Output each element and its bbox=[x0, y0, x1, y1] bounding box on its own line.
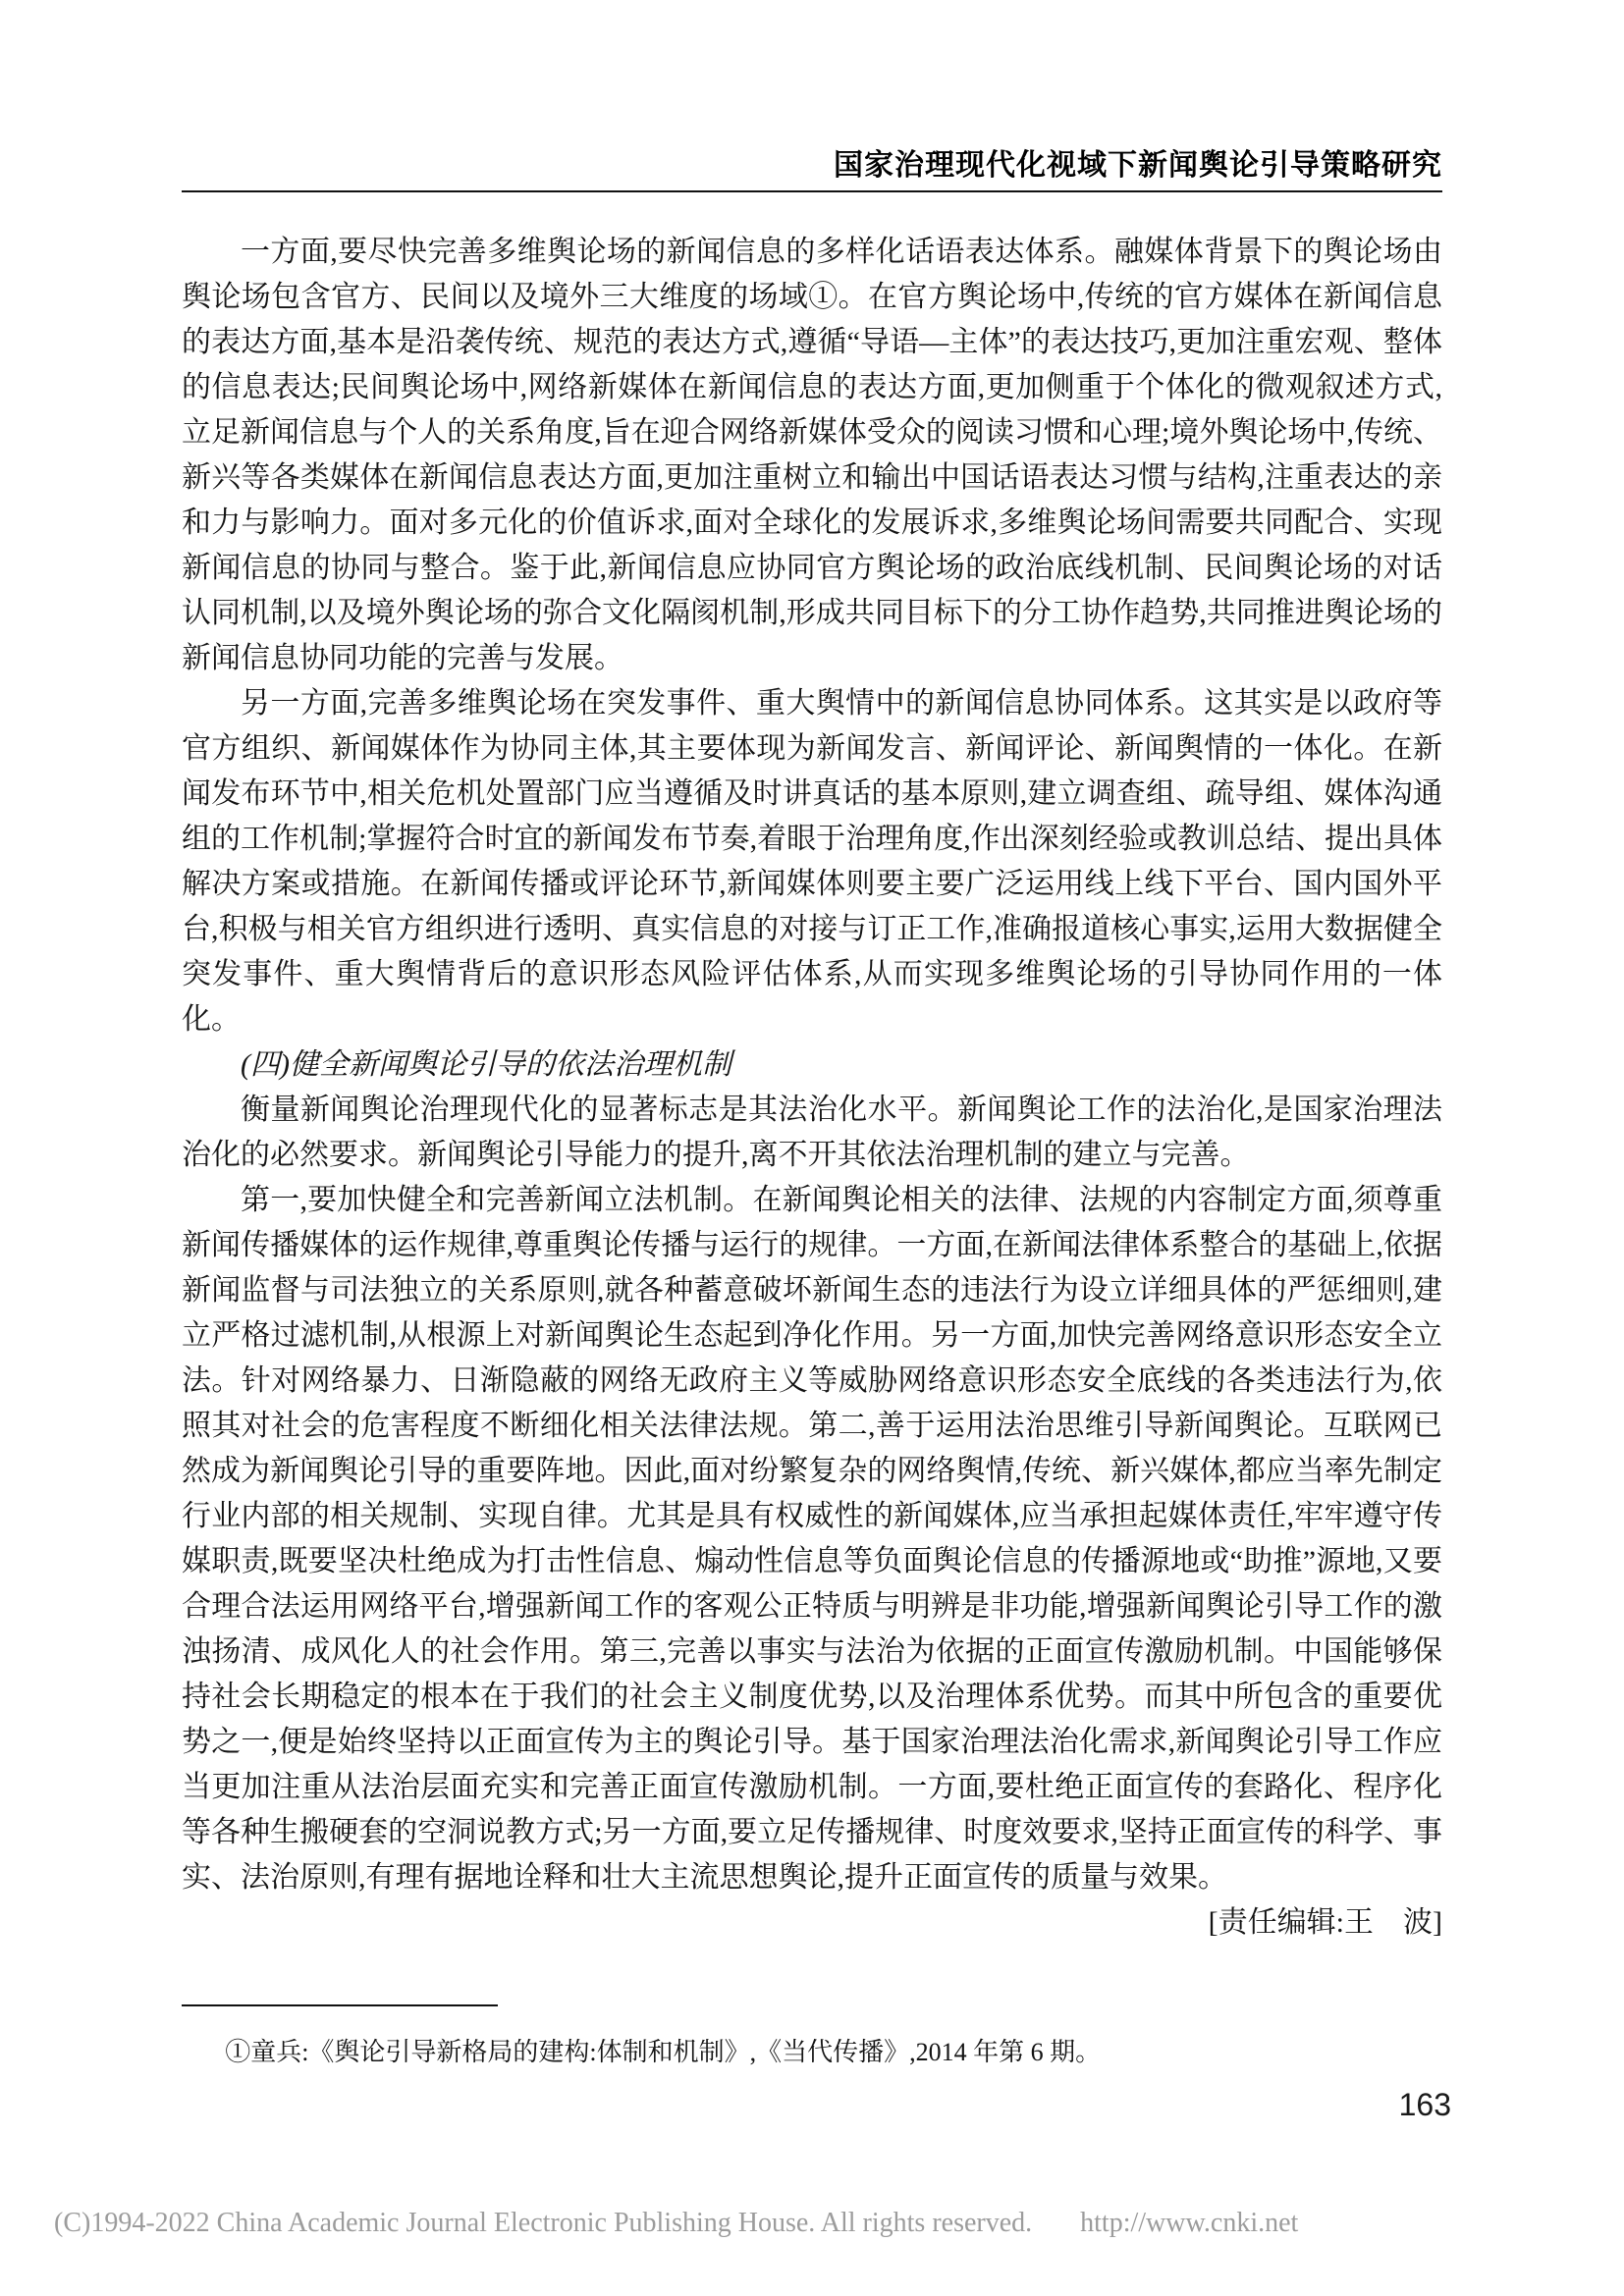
running-title: 国家治理现代化视域下新闻舆论引导策略研究 bbox=[182, 149, 1442, 192]
paragraph-3: 衡量新闻舆论治理现代化的显著标志是其法治化水平。新闻舆论工作的法治化,是国家治理法治化的必然要求。新闻舆论引导能力的提升,离不开其依法治理机制的建立与完善。 bbox=[182, 1094, 1442, 1171]
paragraph-1: 一方面,要尽快完善多维舆论场的新闻信息的多样化话语表达体系。融媒体背景下的舆论场由舆论场包含官方、民间以及境外三大维度的场域①。在官方舆论场中,传统的官方媒体在新闻信息的表达方面,基本是沿袭传统、规范的表达方式,遵循“导语—主体”的表达技巧,更加注重宏观、整体的信息表达;民间舆论场中,网络新媒体在新闻信息的表达方面,更加侧重于个体化的微观叙述方式,立足新闻信息与个人的关系角度,旨在迎合网络新媒体受众的阅读习惯和心理;境外舆论场中,传统、新兴等各类媒体在新闻信息表达方面,更加注重树立和输出中国话语表达习惯与结构,注重表达的亲和力与影响力。面对多元化的价值诉求,面对全球化的发展诉求,多维舆论场间需要共同配合、实现新闻信息的协同与整合。鉴于此,新闻信息应协同官方舆论场的政治底线机制、民间舆论场的对话认同机制,以及境外舆论场的弥合文化隔阂机制,形成共同目标下的分工协作趋势,共同推进舆论场的新闻信息协同功能的完善与发展。 bbox=[182, 236, 1442, 674]
paragraph-4: 第一,要加快健全和完善新闻立法机制。在新闻舆论相关的法律、法规的内容制定方面,须尊重新闻传播媒体的运作规律,尊重舆论传播与运行的规律。一方面,在新闻法律体系整合的基础上,依据新闻监督与司法独立的关系原则,就各种蓄意破坏新闻生态的违法行为设立详细具体的严惩细则,建立严格过滤机制,从根源上对新闻舆论生态起到净化作用。另一方面,加快完善网络意识形态安全立法。针对网络暴力、日渐隐蔽的网络无政府主义等威胁网络意识形态安全底线的各类违法行为,依照其对社会的危害程度不断细化相关法律法规。第二,善于运用法治思维引导新闻舆论。互联网已然成为新闻舆论引导的重要阵地。因此,面对纷繁复杂的网络舆情,传统、新兴媒体,都应当率先制定行业内部的相关规制、实现自律。尤其是具有权威性的新闻媒体,应当承担起媒体责任,牢牢遵守传媒职责,既要坚决杜绝成为打击性信息、煽动性信息等负面舆论信息的传播源地或“助推”源地,又要合理合法运用网络平台,增强新闻工作的客观公正特质与明辨是非功能,增强新闻舆论引导工作的激浊扬清、成风化人的社会作用。第三,完善以事实与法治为依据的正面宣传激励机制。中国能够保持社会长期稳定的根本在于我们的社会主义制度优势,以及治理体系优势。而其中所包含的重要优势之一,便是始终坚持以正面宣传为主的舆论引导。基于国家治理法治化需求,新闻舆论引导工作应当更加注重从法治层面充实和完善正面宣传激励机制。一方面,要杜绝正面宣传的套路化、程序化等各种生搬硬套的空洞说教方式;另一方面,要立足传播规律、时度效要求,坚持正面宣传的科学、事实、法治原则,有理有据地诠释和壮大主流思想舆论,提升正面宣传的质量与效果。 bbox=[182, 1184, 1442, 1894]
editor-credit: [责任编辑:王 波] bbox=[1208, 1906, 1442, 1939]
section-heading: (四)健全新闻舆论引导的依法治理机制 bbox=[241, 1048, 731, 1081]
cnki-url: http://www.cnki.net bbox=[1080, 2208, 1299, 2238]
footnote-citation: ①童兵:《舆论引导新格局的建构:体制和机制》,《当代传播》,2014 年第 6 期。 bbox=[225, 2038, 1102, 2066]
article-body bbox=[182, 230, 1442, 1946]
paragraph-2: 另一方面,完善多维舆论场在突发事件、重大舆情中的新闻信息协同体系。这其实是以政府等官方组织、新闻媒体作为协同主体,其主要体现为新闻发言、新闻评论、新闻舆情的一体化。在新闻发布环节中,相关危机处置部门应当遵循及时讲真话的基本原则,建立调查组、疏导组、媒体沟通组的工作机制;掌握符合时宜的新闻发布节奏,着眼于治理角度,作出深刻经验或教训总结、提出具体解决方案或措施。在新闻传播或评论环节,新闻媒体则要主要广泛运用线上线下平台、国内国外平台,积极与相关官方组织进行透明、真实信息的对接与订正工作,准确报道核心事实,运用大数据健全突发事件、重大舆情背后的意识形态风险评估体系,从而实现多维舆论场的引导协同作用的一体化。 bbox=[182, 687, 1442, 1036]
copyright-footer bbox=[54, 2207, 1586, 2240]
footnote-separator bbox=[182, 2004, 498, 2006]
page-number: 163 bbox=[1398, 2087, 1451, 2122]
copyright-text: (C)1994-2022 China Academic Journal Electronic Publishing House. All rights reserved. bbox=[54, 2208, 1033, 2238]
